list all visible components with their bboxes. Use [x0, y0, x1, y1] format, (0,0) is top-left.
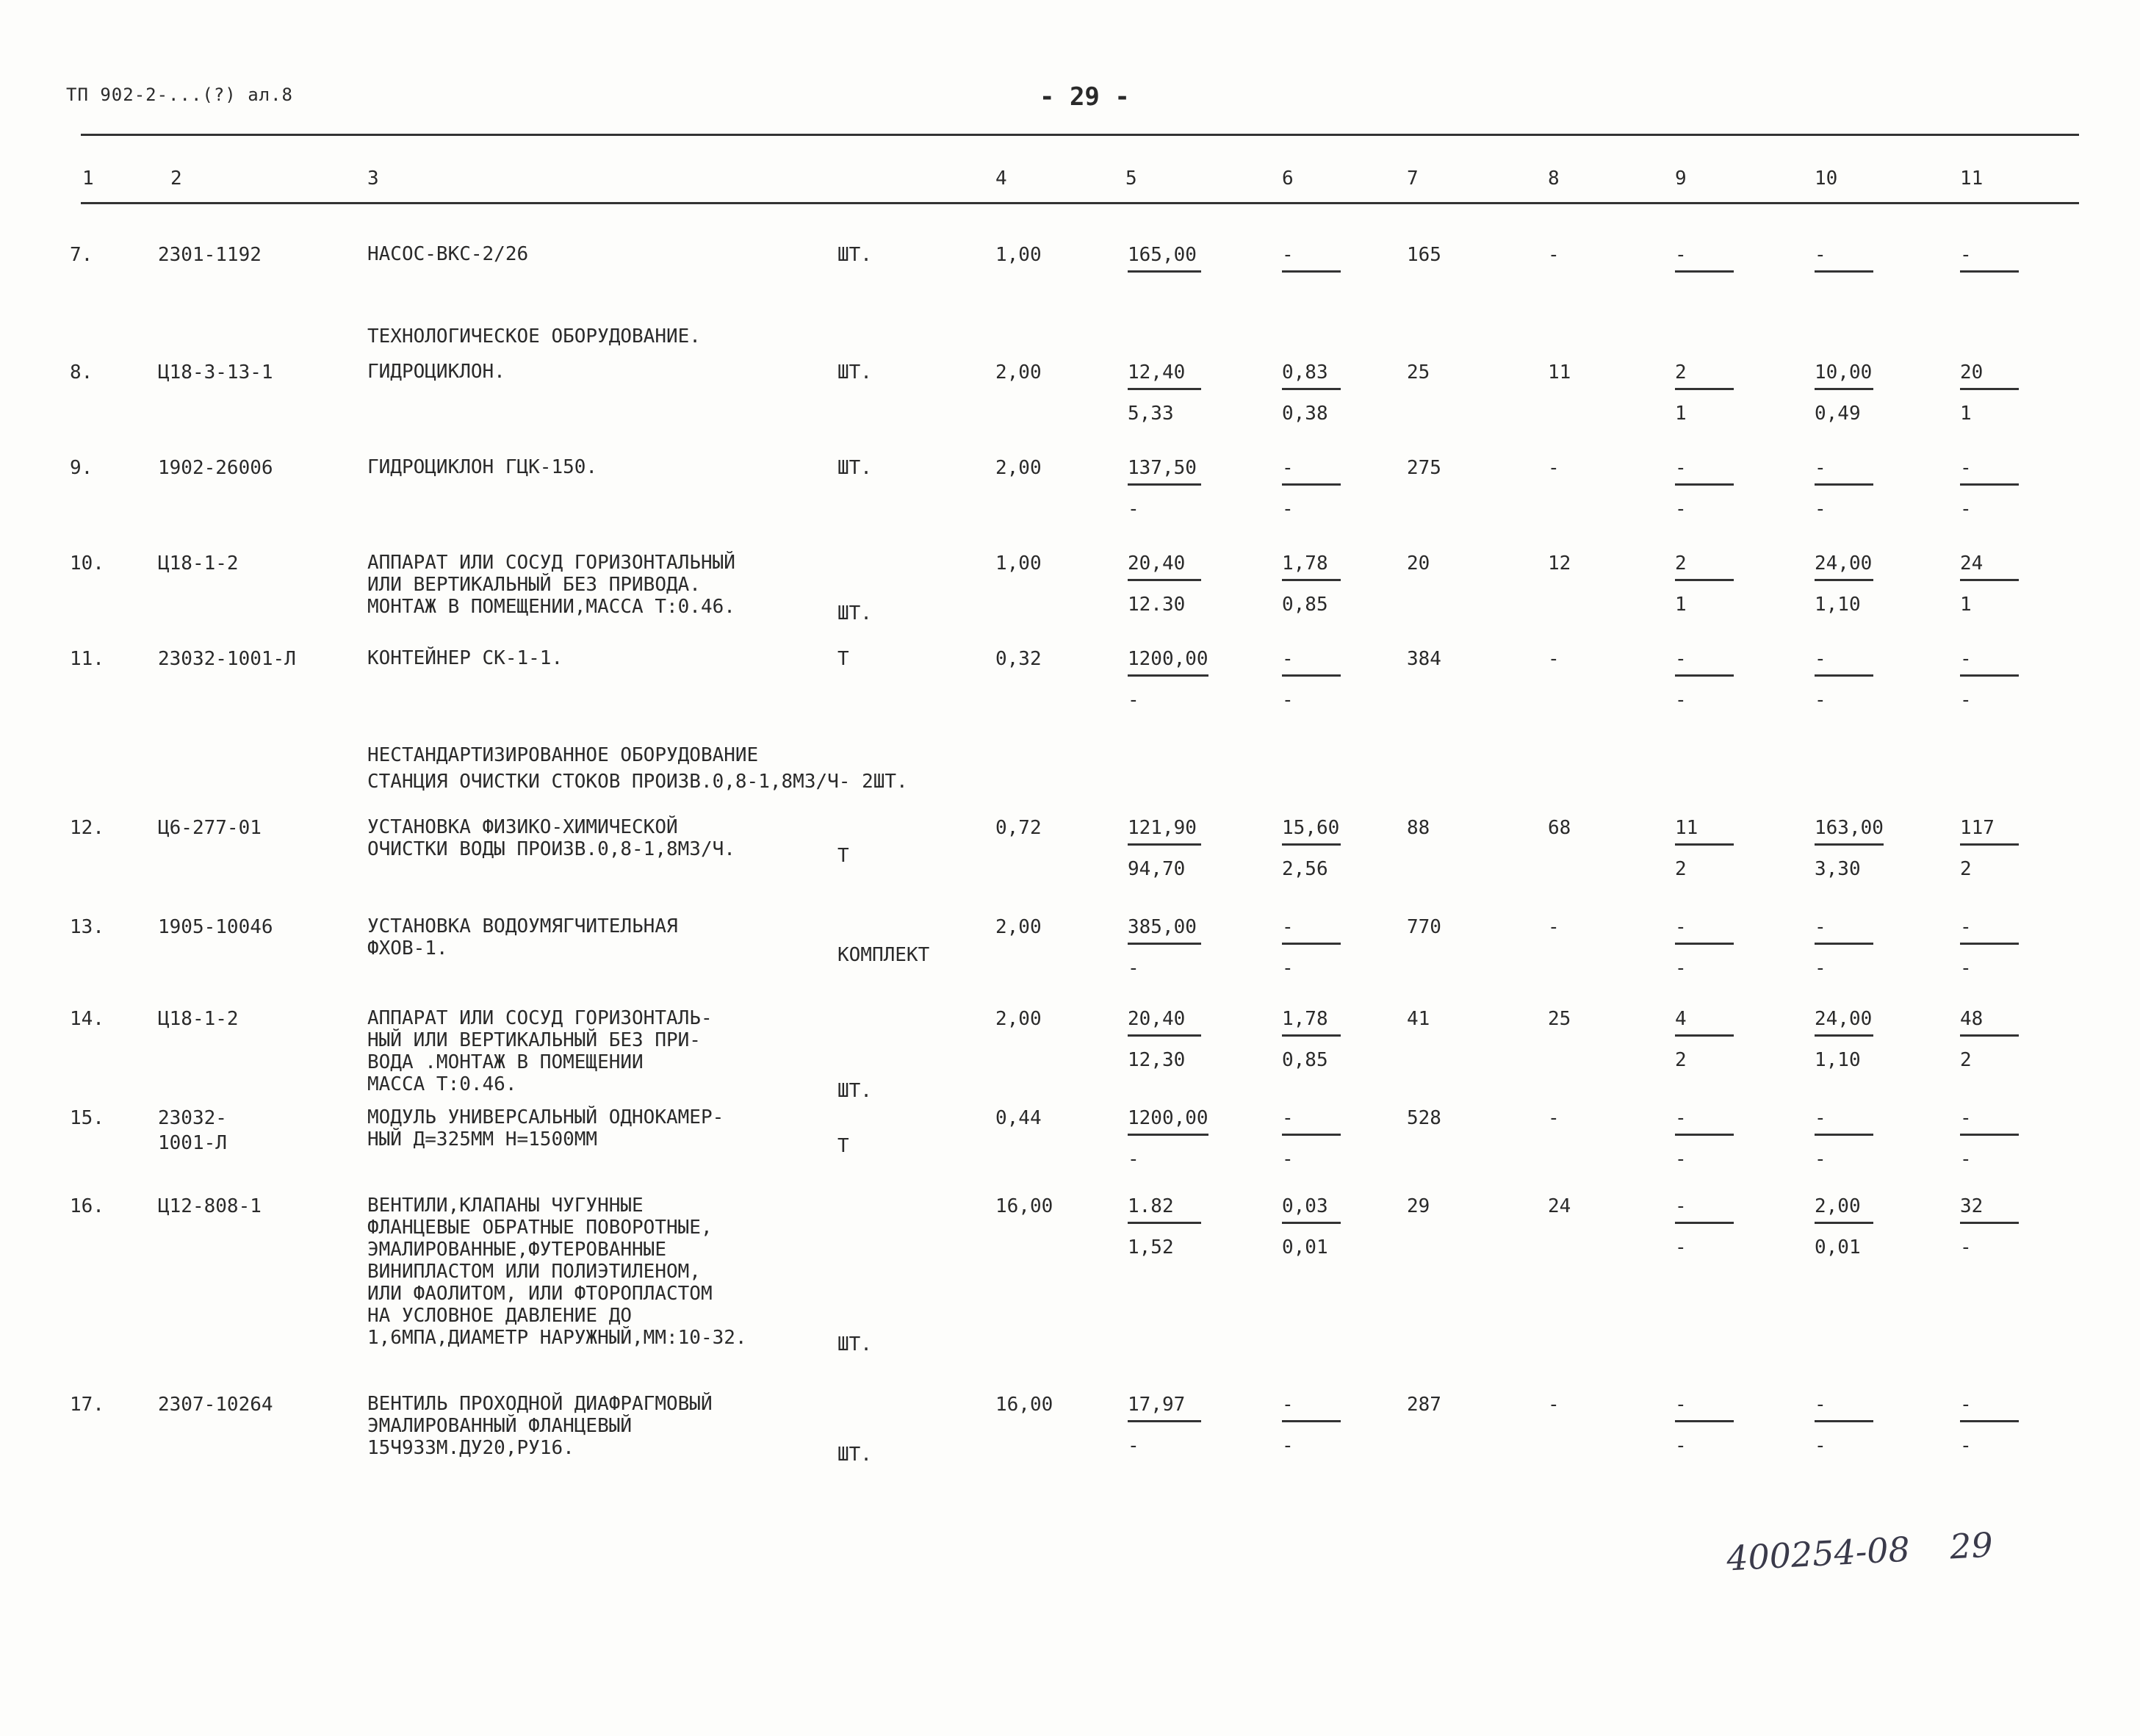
row-quantity: 1,00: [995, 552, 1042, 575]
handwritten-stamp: [1726, 1525, 1994, 1579]
row-description-line: 15Ч933М.ДУ20,РУ16.: [367, 1437, 574, 1459]
row-c9-sub: 1: [1675, 403, 1687, 425]
row-unit: ШТ.: [837, 602, 872, 624]
page-number: - 29 -: [1040, 82, 1130, 112]
row-c6-main: -: [1282, 647, 1341, 677]
row-c7: 384: [1407, 648, 1441, 670]
row-quantity: 2,00: [995, 916, 1042, 938]
row-c7: 25: [1407, 361, 1430, 383]
row-unit: ШТ.: [837, 1444, 872, 1466]
row-quantity: 16,00: [995, 1195, 1053, 1217]
row-code: Ц12-808-1: [158, 1195, 262, 1217]
row-description-line: НАСОС-ВКС-2/26: [367, 243, 529, 265]
table-row: [0, 551, 2140, 624]
column-header-2: 2: [170, 168, 182, 190]
row-c9-main: 2: [1675, 551, 1734, 581]
row-unit: Т: [837, 845, 849, 867]
row-c9-sub: -: [1675, 498, 1687, 520]
row-c9-main: -: [1675, 242, 1734, 273]
row-c10-sub: 1,10: [1815, 594, 1861, 616]
row-c6-main: -: [1282, 915, 1341, 945]
row-description-line: ГИДРОЦИКЛОН ГЦК-150.: [367, 456, 598, 478]
row-c11-sub: 2: [1960, 1049, 1972, 1071]
row-c9-main: -: [1675, 915, 1734, 945]
row-description-line: АППАРАТ ИЛИ СОСУД ГОРИЗОНТАЛЬНЫЙ: [367, 552, 735, 574]
column-header-11: 11: [1960, 168, 1984, 190]
row-c5-main: 17,97: [1128, 1392, 1201, 1422]
row-c9-main: -: [1675, 1392, 1734, 1422]
row-description-line: ЭМАЛИРОВАННЫЙ ФЛАНЦЕВЫЙ: [367, 1415, 633, 1437]
section-subtitle-station: СТАНЦИЯ ОЧИСТКИ СТОКОВ ПРОИЗВ.0,8-1,8М3/Ч- 2ШТ.: [367, 771, 908, 793]
row-c5-main: 20,40: [1128, 551, 1201, 581]
row-c10-sub: 3,30: [1815, 858, 1861, 880]
row-c6-main: 1,78: [1282, 551, 1341, 581]
row-c5-sub: 12.30: [1128, 594, 1186, 616]
row-description-line: ФХОВ-1.: [367, 937, 448, 959]
row-c8: -: [1548, 1107, 1560, 1129]
row-unit: ШТ.: [837, 244, 872, 266]
row-c5-main: 385,00: [1128, 915, 1201, 945]
row-c6-sub: -: [1282, 689, 1294, 711]
row-c7: 165: [1407, 244, 1441, 266]
table-row: [0, 1006, 2140, 1102]
row-quantity: 1,00: [995, 244, 1042, 266]
row-c11-main: -: [1960, 242, 2019, 273]
row-code: Ц6-277-01: [158, 817, 262, 839]
row-c6-main: 1,78: [1282, 1006, 1341, 1037]
header-rule: [81, 202, 2079, 204]
table-row: [0, 455, 2140, 520]
row-number: 8.: [70, 361, 93, 383]
row-c7: 287: [1407, 1394, 1441, 1416]
row-description-line: МАССА Т:0.46.: [367, 1073, 517, 1095]
row-c5-main: 121,90: [1128, 815, 1201, 846]
row-quantity: 0,72: [995, 817, 1042, 839]
row-c10-main: 24,00: [1815, 551, 1873, 581]
row-c6-main: -: [1282, 1392, 1341, 1422]
row-c9-main: 4: [1675, 1006, 1734, 1037]
row-c11-main: -: [1960, 1106, 2019, 1136]
row-c9-sub: -: [1675, 1236, 1687, 1258]
row-c11-main: -: [1960, 915, 2019, 945]
row-c9-main: -: [1675, 1194, 1734, 1224]
row-c10-sub: -: [1815, 1148, 1826, 1170]
row-code: 23032- 1001-Л: [158, 1107, 227, 1154]
row-c8: 11: [1548, 361, 1571, 383]
row-quantity: 2,00: [995, 457, 1042, 479]
row-c10-main: -: [1815, 1106, 1873, 1136]
row-c6-main: 15,60: [1282, 815, 1341, 846]
row-description-line: ВЕНТИЛЬ ПРОХОДНОЙ ДИАФРАГМОВЫЙ: [367, 1393, 713, 1415]
table-row: [0, 1194, 2140, 1355]
row-c6-sub: -: [1282, 1148, 1294, 1170]
row-description-line: МОНТАЖ В ПОМЕЩЕНИИ,МАССА Т:0.46.: [367, 596, 735, 618]
row-code: 2301-1192: [158, 244, 262, 266]
row-number: 14.: [70, 1008, 104, 1030]
row-c6-sub: 2,56: [1282, 858, 1328, 880]
row-code: 2307-10264: [158, 1394, 273, 1416]
row-c11-sub: 2: [1960, 858, 1972, 880]
row-unit: Т: [837, 648, 849, 670]
row-c11-main: -: [1960, 647, 2019, 677]
row-c10-sub: 1,10: [1815, 1049, 1861, 1071]
row-c6-sub: -: [1282, 957, 1294, 979]
row-c11-sub: -: [1960, 957, 1972, 979]
row-code: Ц18-1-2: [158, 552, 239, 575]
row-c8: -: [1548, 648, 1560, 670]
row-c8: 68: [1548, 817, 1571, 839]
row-c10-sub: 0,49: [1815, 403, 1861, 425]
row-c10-main: -: [1815, 242, 1873, 273]
row-c11-sub: -: [1960, 1435, 1972, 1457]
row-quantity: 2,00: [995, 1008, 1042, 1030]
row-description-line: ГИДРОЦИКЛОН.: [367, 361, 505, 383]
row-description-line: МОДУЛЬ УНИВЕРСАЛЬНЫЙ ОДНОКАМЕР-: [367, 1106, 724, 1128]
row-unit: ШТ.: [837, 1333, 872, 1355]
table-row: [0, 242, 2140, 266]
row-c11-main: 48: [1960, 1006, 2019, 1037]
row-c11-sub: -: [1960, 1236, 1972, 1258]
top-rule: [81, 134, 2079, 136]
row-number: 15.: [70, 1107, 104, 1129]
document-code: ТП 902-2-...(?) ал.8: [66, 84, 293, 105]
row-c11-sub: -: [1960, 1148, 1972, 1170]
row-number: 12.: [70, 817, 104, 839]
row-c9-main: 11: [1675, 815, 1734, 846]
row-c8: -: [1548, 457, 1560, 479]
row-description-line: УСТАНОВКА ВОДОУМЯГЧИТЕЛЬНАЯ: [367, 915, 678, 937]
row-c5-sub: 12,30: [1128, 1049, 1186, 1071]
row-number: 7.: [70, 244, 93, 266]
stamp-page: 29: [1948, 1524, 1995, 1567]
row-c10-sub: -: [1815, 689, 1826, 711]
row-c5-main: 1200,00: [1128, 647, 1208, 677]
row-c9-sub: 1: [1675, 594, 1687, 616]
row-c5-main: 1.82: [1128, 1194, 1201, 1224]
row-c6-main: 0,03: [1282, 1194, 1341, 1224]
row-c10-main: 24,00: [1815, 1006, 1873, 1037]
row-description-line: КОНТЕЙНЕР СК-1-1.: [367, 647, 563, 669]
table-row: [0, 1392, 2140, 1466]
row-description-line: 1,6МПА,ДИАМЕТР НАРУЖНЫЙ,ММ:10-32.: [367, 1327, 747, 1349]
row-number: 16.: [70, 1195, 104, 1217]
row-c10-main: -: [1815, 455, 1873, 486]
row-quantity: 0,44: [995, 1107, 1042, 1129]
row-c8: 25: [1548, 1008, 1571, 1030]
row-c6-sub: 0,85: [1282, 594, 1328, 616]
row-unit: Т: [837, 1135, 849, 1157]
row-c5-sub: -: [1128, 957, 1139, 979]
row-quantity: 2,00: [995, 361, 1042, 383]
row-c10-main: 10,00: [1815, 360, 1873, 390]
column-header-4: 4: [995, 168, 1007, 190]
row-c9-sub: 2: [1675, 858, 1687, 880]
row-description-line: НЫЙ ИЛИ ВЕРТИКАЛЬНЫЙ БЕЗ ПРИ-: [367, 1029, 701, 1051]
row-unit: КОМПЛЕКТ: [837, 944, 930, 966]
row-c6-main: -: [1282, 455, 1341, 486]
row-c10-main: -: [1815, 1392, 1873, 1422]
row-c11-main: 20: [1960, 360, 2019, 390]
column-header-3: 3: [367, 168, 379, 190]
row-c5-main: 1200,00: [1128, 1106, 1208, 1136]
row-description-line: АППАРАТ ИЛИ СОСУД ГОРИЗОНТАЛЬ-: [367, 1007, 713, 1029]
row-c6-sub: 0,85: [1282, 1049, 1328, 1071]
row-c11-sub: 1: [1960, 403, 1972, 425]
row-c8: -: [1548, 916, 1560, 938]
row-code: Ц18-1-2: [158, 1008, 239, 1030]
row-number: 17.: [70, 1394, 104, 1416]
row-c6-sub: 0,38: [1282, 403, 1328, 425]
row-number: 13.: [70, 916, 104, 938]
row-c9-main: -: [1675, 455, 1734, 486]
row-c10-sub: -: [1815, 498, 1826, 520]
row-number: 10.: [70, 552, 104, 575]
row-unit: ШТ.: [837, 1080, 872, 1102]
row-c10-sub: -: [1815, 957, 1826, 979]
row-c5-main: 165,00: [1128, 242, 1201, 273]
row-c5-sub: 1,52: [1128, 1236, 1174, 1258]
column-header-5: 5: [1125, 168, 1137, 190]
section-title-tech: ТЕХНОЛОГИЧЕСКОЕ ОБОРУДОВАНИЕ.: [367, 325, 701, 347]
stamp-number: 400254-08: [1725, 1529, 1912, 1579]
row-description-line: НЫЙ Д=325ММ Н=1500ММ: [367, 1128, 598, 1150]
row-c5-main: 137,50: [1128, 455, 1201, 486]
row-c5-sub: -: [1128, 1148, 1139, 1170]
column-header-8: 8: [1548, 168, 1560, 190]
row-description-line: ЭМАЛИРОВАННЫЕ,ФУТЕРОВАННЫЕ: [367, 1239, 666, 1261]
row-code: 23032-1001-Л: [158, 648, 296, 670]
row-number: 11.: [70, 648, 104, 670]
column-header-10: 10: [1815, 168, 1838, 190]
row-c11-main: -: [1960, 1392, 2019, 1422]
row-c9-sub: 2: [1675, 1049, 1687, 1071]
row-c9-sub: -: [1675, 1435, 1687, 1457]
row-c6-sub: -: [1282, 498, 1294, 520]
row-c8: -: [1548, 1394, 1560, 1416]
row-c7: 20: [1407, 552, 1430, 575]
row-c7: 41: [1407, 1008, 1430, 1030]
row-c8: -: [1548, 244, 1560, 266]
row-c9-sub: -: [1675, 957, 1687, 979]
row-c7: 770: [1407, 916, 1441, 938]
row-c6-main: -: [1282, 1106, 1341, 1136]
row-c9-sub: -: [1675, 689, 1687, 711]
row-description-line: НА УСЛОВНОЕ ДАВЛЕНИЕ ДО: [367, 1305, 633, 1327]
row-description-line: ИЛИ ВЕРТИКАЛЬНЫЙ БЕЗ ПРИВОДА.: [367, 574, 701, 596]
column-header-9: 9: [1675, 168, 1687, 190]
row-c7: 528: [1407, 1107, 1441, 1129]
row-c6-main: -: [1282, 242, 1341, 273]
row-quantity: 16,00: [995, 1394, 1053, 1416]
row-description-line: ВОДА .МОНТАЖ В ПОМЕЩЕНИИ: [367, 1051, 644, 1073]
row-c11-main: -: [1960, 455, 2019, 486]
row-c5-sub: 5,33: [1128, 403, 1174, 425]
column-header-6: 6: [1282, 168, 1294, 190]
row-c10-main: 163,00: [1815, 815, 1884, 846]
row-code: 1905-10046: [158, 916, 273, 938]
row-c9-main: 2: [1675, 360, 1734, 390]
row-c7: 88: [1407, 817, 1430, 839]
row-c11-main: 117: [1960, 815, 2019, 846]
column-header-7: 7: [1407, 168, 1419, 190]
row-c11-main: 24: [1960, 551, 2019, 581]
row-number: 9.: [70, 457, 93, 479]
row-c9-main: -: [1675, 1106, 1734, 1136]
row-description-line: ВЕНТИЛИ,КЛАПАНЫ ЧУГУННЫЕ: [367, 1195, 644, 1217]
row-code: Ц18-3-13-1: [158, 361, 273, 383]
row-c11-sub: -: [1960, 498, 1972, 520]
row-c7: 29: [1407, 1195, 1430, 1217]
table-row: [0, 360, 2140, 425]
row-unit: ШТ.: [837, 457, 872, 479]
row-code: 1902-26006: [158, 457, 273, 479]
section-title-nonstd: НЕСТАНДАРТИЗИРОВАННОЕ ОБОРУДОВАНИЕ: [367, 744, 759, 766]
row-quantity: 0,32: [995, 648, 1042, 670]
row-c11-sub: 1: [1960, 594, 1972, 616]
row-c11-sub: -: [1960, 689, 1972, 711]
column-header-1: 1: [82, 168, 94, 190]
row-c5-main: 20,40: [1128, 1006, 1201, 1037]
row-c10-sub: -: [1815, 1435, 1826, 1457]
row-c6-sub: 0,01: [1282, 1236, 1328, 1258]
row-c6-main: 0,83: [1282, 360, 1341, 390]
row-c9-main: -: [1675, 647, 1734, 677]
row-description-line: ИЛИ ФАОЛИТОМ, ИЛИ ФТОРОПЛАСТОМ: [367, 1283, 713, 1305]
row-c5-sub: 94,70: [1128, 858, 1186, 880]
row-c5-main: 12,40: [1128, 360, 1201, 390]
row-c7: 275: [1407, 457, 1441, 479]
row-c10-main: 2,00: [1815, 1194, 1873, 1224]
row-c10-main: -: [1815, 915, 1873, 945]
row-unit: ШТ.: [837, 361, 872, 383]
row-description-line: ФЛАНЦЕВЫЕ ОБРАТНЫЕ ПОВОРОТНЫЕ,: [367, 1217, 713, 1239]
row-description-line: ОЧИСТКИ ВОДЫ ПРОИЗВ.0,8-1,8М3/Ч.: [367, 838, 735, 860]
table-row: [0, 815, 2140, 880]
row-c9-sub: -: [1675, 1148, 1687, 1170]
row-c8: 12: [1548, 552, 1571, 575]
row-description-line: УСТАНОВКА ФИЗИКО-ХИМИЧЕСКОЙ: [367, 816, 678, 838]
row-c10-sub: 0,01: [1815, 1236, 1861, 1258]
row-c11-main: 32: [1960, 1194, 2019, 1224]
row-c5-sub: -: [1128, 498, 1139, 520]
row-c5-sub: -: [1128, 689, 1139, 711]
row-c6-sub: -: [1282, 1435, 1294, 1457]
row-c10-main: -: [1815, 647, 1873, 677]
row-c5-sub: -: [1128, 1435, 1139, 1457]
row-description-line: ВИНИПЛАСТОМ ИЛИ ПОЛИЭТИЛЕНОМ,: [367, 1261, 701, 1283]
row-c8: 24: [1548, 1195, 1571, 1217]
